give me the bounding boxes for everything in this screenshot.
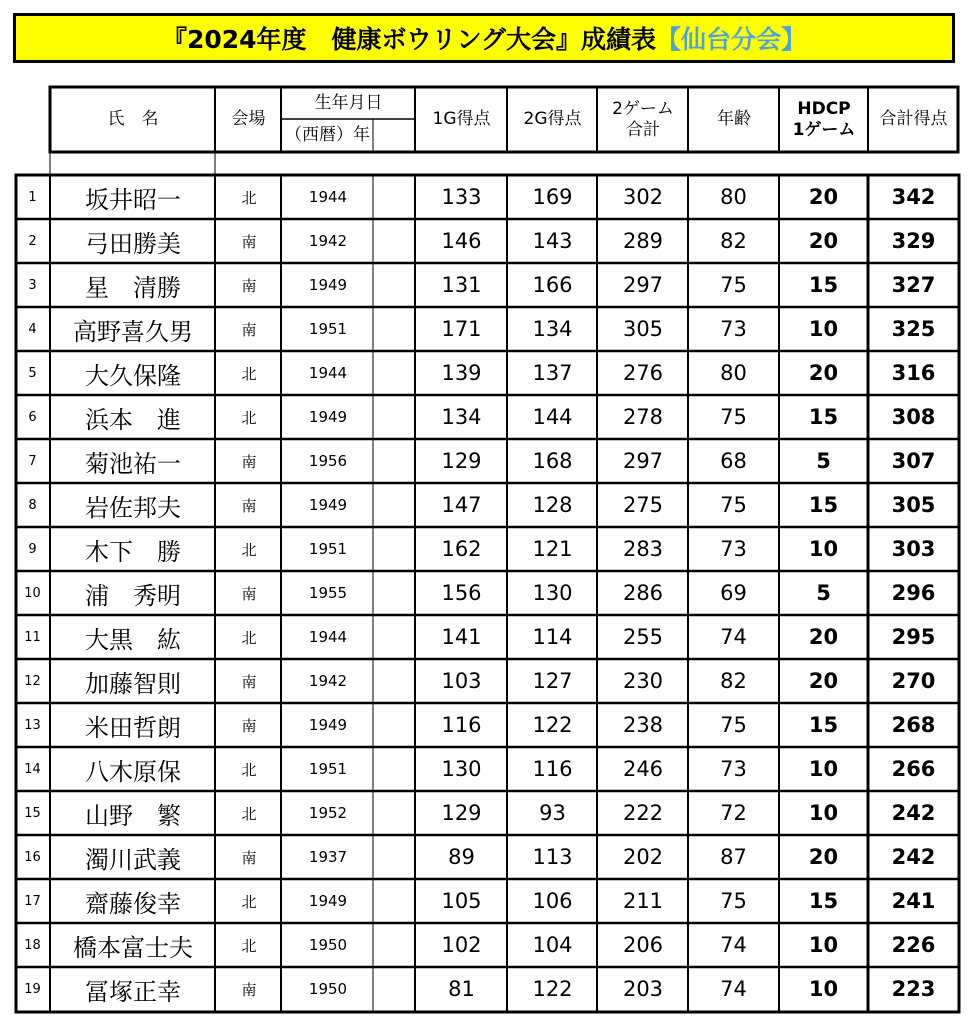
age: 87	[720, 845, 747, 869]
player-name: 齋藤俊幸	[85, 889, 181, 918]
venue: 南	[241, 584, 257, 603]
hdcp: 20	[808, 625, 839, 649]
header-name: 氏 名	[107, 109, 159, 130]
table-row	[16, 747, 959, 791]
total-score: 308	[891, 405, 936, 429]
hdcp: 20	[808, 361, 839, 385]
header-total: 合計得点	[879, 109, 948, 130]
game2-score: 122	[532, 977, 573, 1001]
game1-score: 89	[448, 845, 475, 869]
birth-year: 1950	[308, 936, 348, 954]
age: 73	[720, 757, 747, 781]
age: 82	[720, 669, 747, 693]
header-venue: 会場	[231, 109, 266, 130]
header-age: 年齢	[717, 109, 751, 130]
table-row	[16, 263, 959, 307]
venue: 南	[241, 320, 257, 339]
two-game-total: 305	[622, 317, 664, 341]
rank: 14	[24, 761, 41, 777]
age: 74	[720, 625, 747, 649]
birth-year: 1951	[308, 320, 348, 338]
table-row	[16, 527, 959, 571]
table-row	[16, 219, 959, 263]
header-birth-era: （西暦）年	[285, 125, 370, 146]
total-score: 242	[891, 801, 936, 825]
game2-score: 143	[532, 229, 573, 253]
age: 72	[720, 801, 747, 825]
age: 80	[720, 185, 747, 209]
table-row	[16, 879, 959, 923]
player-name: 濁川武義	[85, 845, 181, 874]
hdcp: 15	[808, 889, 839, 913]
two-game-total: 302	[622, 185, 664, 209]
rank: 8	[28, 497, 37, 513]
player-name: 山野 繁	[85, 801, 181, 830]
rank: 6	[28, 409, 37, 425]
hdcp: 20	[808, 845, 839, 869]
total-score: 241	[891, 889, 936, 913]
birth-year: 1955	[308, 584, 348, 602]
table-row	[16, 439, 959, 483]
two-game-total: 202	[622, 845, 664, 869]
game2-score: 114	[532, 625, 573, 649]
rank: 10	[24, 585, 41, 601]
table-row	[16, 923, 959, 967]
two-game-total: 238	[622, 713, 664, 737]
hdcp: 20	[808, 669, 839, 693]
player-name: 橋本富士夫	[73, 933, 193, 962]
player-name: 冨塚正幸	[85, 977, 181, 1006]
venue: 北	[241, 936, 257, 955]
game2-score: 127	[532, 669, 573, 693]
birth-year: 1949	[308, 276, 348, 294]
two-game-total: 222	[622, 801, 664, 825]
hdcp: 10	[808, 977, 839, 1001]
birth-year: 1942	[308, 232, 348, 250]
hdcp: 15	[808, 493, 839, 517]
birth-year: 1951	[308, 540, 348, 558]
two-game-total: 206	[622, 933, 664, 957]
game2-score: 166	[532, 273, 573, 297]
player-name: 星 清勝	[85, 273, 181, 302]
player-name: 大久保隆	[85, 361, 181, 390]
game2-score: 169	[532, 185, 573, 209]
total-score: 266	[891, 757, 936, 781]
total-score: 223	[891, 977, 936, 1001]
two-game-total: 203	[622, 977, 664, 1001]
age: 74	[720, 933, 747, 957]
game2-score: 134	[532, 317, 573, 341]
hdcp: 10	[808, 537, 839, 561]
total-score: 268	[891, 713, 936, 737]
hdcp: 10	[808, 757, 839, 781]
venue: 北	[241, 188, 257, 207]
total-score: 303	[891, 537, 936, 561]
game2-score: 116	[532, 757, 573, 781]
total-score: 296	[891, 581, 936, 605]
birth-year: 1949	[308, 496, 348, 514]
total-score: 295	[891, 625, 936, 649]
game2-score: 113	[532, 845, 573, 869]
two-game-total: 289	[622, 229, 664, 253]
venue: 北	[241, 364, 257, 383]
table-row	[16, 967, 959, 1011]
birth-year: 1949	[308, 892, 348, 910]
game1-score: 156	[441, 581, 482, 605]
game2-score: 122	[532, 713, 573, 737]
table-row	[16, 835, 959, 879]
rank: 1	[28, 189, 37, 205]
title-main: 『2024年度 健康ボウリング大会』成績表	[161, 25, 657, 54]
header-birth: 生年月日	[314, 92, 383, 113]
two-game-total: 276	[622, 361, 664, 385]
age: 75	[720, 273, 747, 297]
header-game1: 1G得点	[432, 109, 491, 130]
rank: 13	[24, 717, 41, 733]
age: 75	[720, 405, 747, 429]
two-game-total: 283	[622, 537, 664, 561]
game2-score: 137	[532, 361, 573, 385]
rank: 3	[28, 277, 37, 293]
hdcp: 5	[816, 581, 831, 605]
player-name: 高野喜久男	[73, 317, 193, 346]
rank: 7	[28, 453, 37, 469]
birth-year: 1944	[308, 364, 348, 382]
total-score: 316	[891, 361, 936, 385]
two-game-total: 255	[622, 625, 664, 649]
rank: 18	[24, 937, 41, 953]
hdcp: 10	[808, 801, 839, 825]
venue: 北	[241, 540, 257, 559]
game2-score: 130	[532, 581, 573, 605]
total-score: 327	[891, 273, 936, 297]
age: 75	[720, 493, 747, 517]
player-name: 坂井昭一	[85, 185, 181, 214]
game1-score: 139	[441, 361, 482, 385]
age: 69	[720, 581, 747, 605]
player-name: 浦 秀明	[85, 581, 181, 610]
game1-score: 133	[441, 185, 482, 209]
age: 82	[720, 229, 747, 253]
game2-score: 144	[532, 405, 573, 429]
player-name: 加藤智則	[85, 669, 181, 698]
hdcp: 20	[808, 229, 839, 253]
rank: 9	[28, 541, 37, 557]
birth-year: 1952	[308, 804, 348, 822]
venue: 南	[241, 980, 257, 999]
game2-score: 106	[532, 889, 573, 913]
table-row	[16, 615, 959, 659]
age: 74	[720, 977, 747, 1001]
venue: 北	[241, 892, 257, 911]
total-score: 270	[891, 669, 936, 693]
birth-year: 1949	[308, 716, 348, 734]
player-name: 木下 勝	[85, 537, 181, 566]
venue: 北	[241, 408, 257, 427]
game1-score: 102	[441, 933, 482, 957]
player-name: 八木原保	[85, 757, 181, 786]
title-branch: 【仙台分会】	[656, 25, 807, 54]
header-two-game-total: 2ゲーム 合計	[612, 98, 674, 140]
two-game-total: 230	[622, 669, 664, 693]
game1-score: 129	[441, 801, 482, 825]
game1-score: 105	[441, 889, 482, 913]
game2-score: 104	[532, 933, 573, 957]
birth-year: 1951	[308, 760, 348, 778]
rank: 5	[28, 365, 37, 381]
birth-year: 1944	[308, 188, 348, 206]
two-game-total: 275	[622, 493, 664, 517]
game1-score: 81	[448, 977, 475, 1001]
venue: 南	[241, 452, 257, 471]
game1-score: 171	[441, 317, 482, 341]
game1-score: 162	[441, 537, 482, 561]
hdcp: 15	[808, 405, 839, 429]
game1-score: 134	[441, 405, 482, 429]
game1-score: 141	[441, 625, 482, 649]
game1-score: 116	[441, 713, 482, 737]
hdcp: 5	[816, 449, 831, 473]
age: 73	[720, 537, 747, 561]
total-score: 342	[891, 185, 936, 209]
two-game-total: 211	[622, 889, 664, 913]
rank: 4	[28, 321, 37, 337]
hdcp: 10	[808, 933, 839, 957]
age: 75	[720, 713, 747, 737]
game2-score: 121	[532, 537, 573, 561]
total-score: 305	[891, 493, 936, 517]
game1-score: 103	[441, 669, 482, 693]
game2-score: 168	[532, 449, 573, 473]
game1-score: 129	[441, 449, 482, 473]
venue: 北	[241, 760, 257, 779]
age: 80	[720, 361, 747, 385]
venue: 南	[241, 716, 257, 735]
venue: 北	[241, 804, 257, 823]
venue: 南	[241, 672, 257, 691]
hdcp: 15	[808, 273, 839, 297]
table-row	[16, 351, 959, 395]
table-row	[16, 483, 959, 527]
hdcp: 10	[808, 317, 839, 341]
total-score: 307	[891, 449, 936, 473]
birth-year: 1949	[308, 408, 348, 426]
birth-year: 1942	[308, 672, 348, 690]
game2-score: 128	[532, 493, 573, 517]
game1-score: 147	[441, 493, 482, 517]
age: 68	[720, 449, 747, 473]
two-game-total: 286	[622, 581, 664, 605]
table-row	[16, 571, 959, 615]
rank: 12	[24, 673, 41, 689]
player-name: 岩佐邦夫	[85, 493, 181, 522]
player-name: 米田哲朗	[85, 713, 181, 742]
game1-score: 130	[441, 757, 482, 781]
venue: 南	[241, 276, 257, 295]
two-game-total: 246	[622, 757, 664, 781]
table-row	[16, 175, 959, 219]
table-row	[16, 703, 959, 747]
rank: 2	[28, 233, 37, 249]
rank: 16	[24, 849, 41, 865]
hdcp: 20	[808, 185, 839, 209]
rank: 15	[24, 805, 41, 821]
total-score: 329	[891, 229, 936, 253]
rank: 19	[24, 981, 41, 997]
rank: 17	[24, 893, 41, 909]
player-name: 浜本 進	[85, 405, 181, 434]
table-row	[16, 791, 959, 835]
table-row	[16, 395, 959, 439]
venue: 南	[241, 848, 257, 867]
two-game-total: 278	[622, 405, 664, 429]
venue: 南	[241, 232, 257, 251]
table-row	[16, 659, 959, 703]
two-game-total: 297	[622, 449, 664, 473]
total-score: 325	[891, 317, 936, 341]
total-score: 226	[891, 933, 936, 957]
two-game-total: 297	[622, 273, 664, 297]
hdcp: 15	[808, 713, 839, 737]
game1-score: 131	[441, 273, 482, 297]
header-hdcp: HDCP 1ゲーム	[792, 98, 856, 140]
birth-year: 1950	[308, 980, 348, 998]
venue: 北	[241, 628, 257, 647]
age: 75	[720, 889, 747, 913]
player-name: 大黒 紘	[85, 625, 181, 654]
birth-year: 1956	[308, 452, 348, 470]
player-name: 菊池祐一	[85, 449, 181, 478]
game1-score: 146	[441, 229, 482, 253]
venue: 南	[241, 496, 257, 515]
player-name: 弓田勝美	[85, 229, 181, 258]
birth-year: 1944	[308, 628, 348, 646]
header-game2: 2G得点	[523, 109, 582, 130]
table-row	[16, 307, 959, 351]
total-score: 242	[891, 845, 936, 869]
birth-year: 1937	[308, 848, 348, 866]
age: 73	[720, 317, 747, 341]
rank: 11	[24, 629, 41, 645]
game2-score: 93	[539, 801, 566, 825]
